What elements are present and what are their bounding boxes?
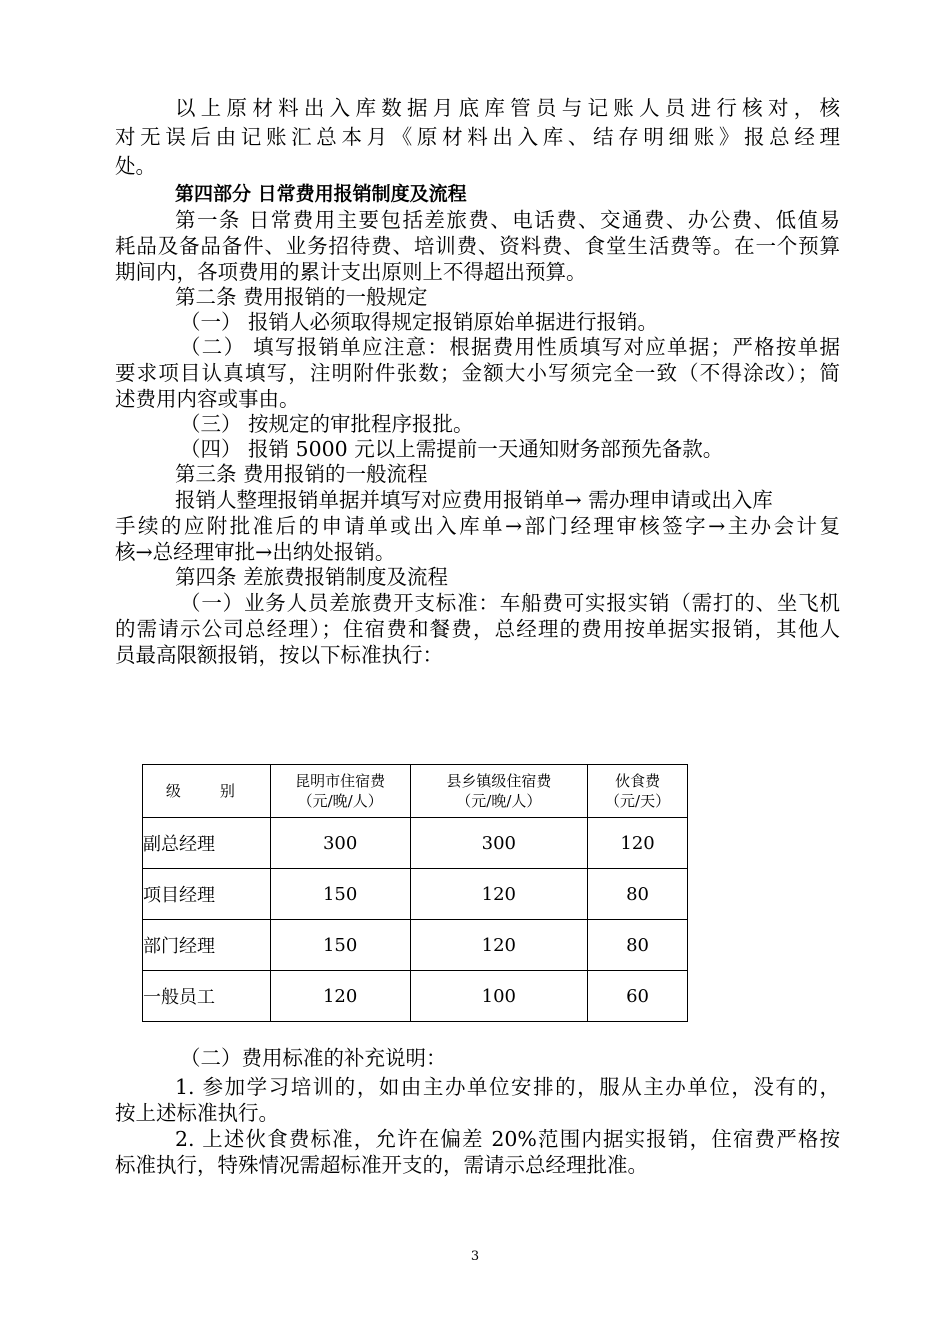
- paragraph-line: 以上原材料出入库数据月底库管员与记账人员进行核对，核: [175, 96, 840, 120]
- cell-county: 120: [410, 920, 588, 971]
- paragraph-line: 报销人整理报销单据并填写对应费用报销单→ 需办理申请或出入库: [175, 488, 773, 512]
- cell-city: 300: [270, 818, 410, 869]
- paragraph-line: （二）费用标准的补充说明：: [180, 1046, 447, 1070]
- cell-meal: 120: [588, 818, 688, 869]
- header-level: 级 别: [143, 765, 271, 818]
- paragraph-line: 按上述标准执行。: [115, 1101, 279, 1125]
- cell-level: 部门经理: [143, 920, 271, 971]
- cell-level: 一般员工: [143, 971, 271, 1022]
- table-row: [143, 818, 688, 869]
- header-meal: 伙食费 （元/天）: [588, 765, 688, 818]
- paragraph-line: 述费用内容或事由。: [115, 387, 300, 411]
- page-number: 3: [470, 1249, 480, 1264]
- cell-meal: 80: [588, 869, 688, 920]
- paragraph-line: 第一条 日常费用主要包括差旅费、电话费、交通费、办公费、低值易: [175, 208, 840, 232]
- cell-city: 120: [270, 971, 410, 1022]
- cell-county: 100: [410, 971, 588, 1022]
- header-county-lodging: 县乡镇级住宿费 （元/晚/人）: [410, 765, 588, 818]
- article-heading: 第二条 费用报销的一般规定: [175, 285, 428, 309]
- cell-city: 150: [270, 869, 410, 920]
- list-item: （二） 填写报销单应注意：根据费用性质填写对应单据；严格按单据: [180, 335, 840, 359]
- paragraph-line: 核→总经理审批→出纳处报销。: [115, 540, 396, 564]
- header-city-lodging: 昆明市住宿费 （元/晚/人）: [270, 765, 410, 818]
- paragraph-line: 2. 上述伙食费标准，允许在偏差 20%范围内据实报销，住宿费严格按: [175, 1127, 840, 1151]
- list-item: （一） 报销人必须取得规定报销原始单据进行报销。: [180, 310, 659, 334]
- cell-county: 120: [410, 869, 588, 920]
- list-item: （三） 按规定的审批程序报批。: [180, 412, 474, 436]
- cell-meal: 80: [588, 920, 688, 971]
- cell-level: 项目经理: [143, 869, 271, 920]
- article-heading: 第四条 差旅费报销制度及流程: [175, 565, 449, 589]
- cell-city: 150: [270, 920, 410, 971]
- cell-level: 副总经理: [143, 818, 271, 869]
- table-header-row: [143, 765, 688, 818]
- paragraph-line: 的需请示公司总经理）；住宿费和餐费，总经理的费用按单据实报销，其他人: [115, 617, 840, 641]
- table-row: [143, 920, 688, 971]
- paragraph-line: 要求项目认真填写，注明附件张数；金额大小写须完全一致（不得涂改）；简: [115, 361, 840, 385]
- cell-meal: 60: [588, 971, 688, 1022]
- travel-expense-table: [142, 764, 688, 1022]
- paragraph-line: 期间内，各项费用的累计支出原则上不得超出预算。: [115, 260, 587, 284]
- paragraph-line: 对无误后由记账汇总本月《原材料出入库、结存明细账》报总经理: [115, 125, 840, 149]
- section-heading: 第四部分 日常费用报销制度及流程: [175, 183, 467, 205]
- paragraph-line: 耗品及备品备件、业务招待费、培训费、资料费、食堂生活费等。在一个预算: [115, 234, 840, 258]
- paragraph-line: 1. 参加学习培训的，如由主办单位安排的，服从主办单位，没有的，: [175, 1075, 840, 1099]
- paragraph-line: 手续的应附批准后的申请单或出入库单→部门经理审核签字→主办会计复: [115, 514, 840, 538]
- paragraph-line: 员最高限额报销，按以下标准执行：: [115, 643, 443, 667]
- article-heading: 第三条 费用报销的一般流程: [175, 462, 428, 486]
- paragraph-line: 标准执行，特殊情况需超标准开支的，需请示总经理批准。: [115, 1153, 648, 1177]
- list-item: （四） 报销 5000 元以上需提前一天通知财务部预先备款。: [180, 437, 724, 461]
- table-row: [143, 971, 688, 1022]
- cell-county: 300: [410, 818, 588, 869]
- table-row: [143, 869, 688, 920]
- paragraph-line: 处。: [115, 154, 156, 178]
- paragraph-line: （一）业务人员差旅费开支标准：车船费可实报实销（需打的、坐飞机: [180, 591, 840, 615]
